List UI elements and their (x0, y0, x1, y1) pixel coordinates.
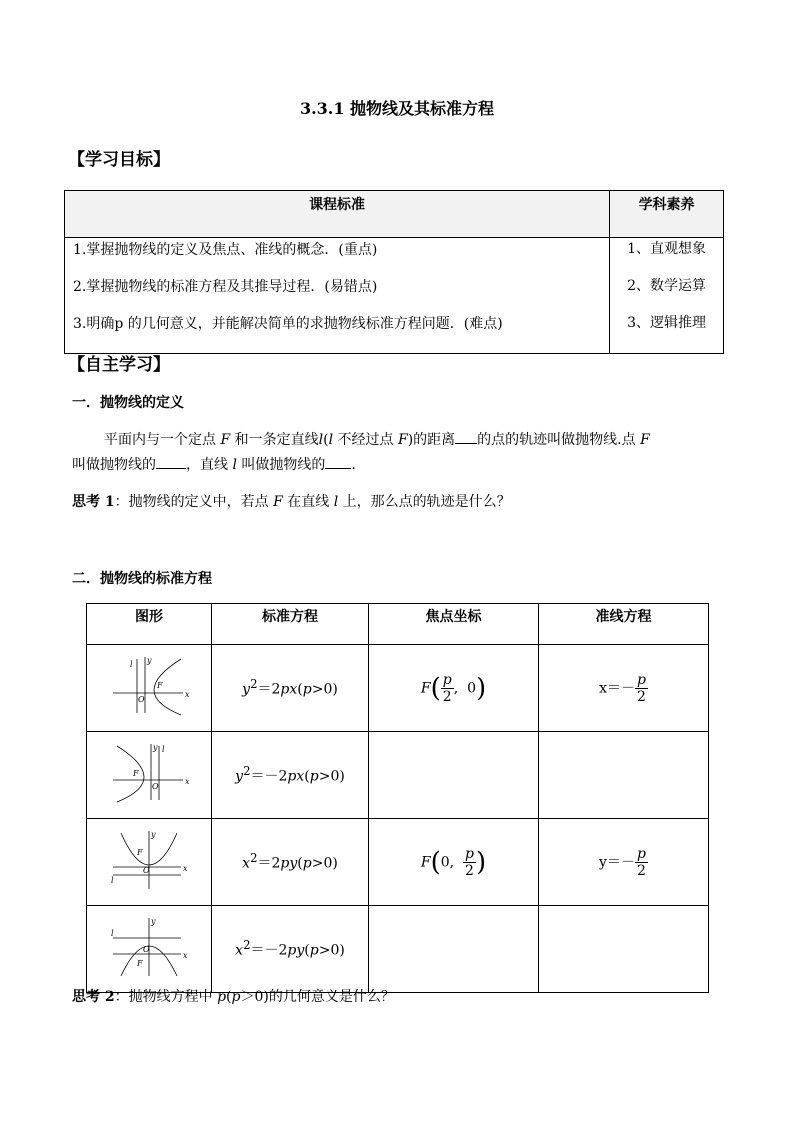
directrix-cell: y＝－ $\frac{p}{2}$ (539, 819, 709, 906)
header-graph: 图形 (87, 604, 212, 645)
svg-text:O: O (138, 695, 145, 704)
part2-heading: 二．抛物线的标准方程 (72, 571, 212, 587)
think-2: 思考 2：抛物线方程中 p(p＞0)的几何意义是什么？ (72, 989, 395, 1005)
blank-directrix[interactable] (325, 455, 351, 469)
objectives-cell (65, 238, 610, 354)
directrix-cell-empty[interactable] (539, 732, 709, 819)
focus-cell: F( $\frac{p}{2}$ , 0) (369, 645, 539, 732)
directrix-cell-empty[interactable] (539, 906, 709, 993)
svg-text:l: l (162, 745, 165, 754)
parabola-up-graph (109, 829, 189, 891)
think-1: 思考 1：抛物线的定义中，若点 F 在直线 l 上，那么点的轨迹是什么？ (72, 494, 511, 510)
svg-text:x: x (183, 864, 188, 873)
svg-text:y: y (147, 656, 152, 665)
table-row (87, 645, 709, 732)
svg-text:x: x (185, 690, 190, 699)
equation-cell: $x^2=2py(p>0)$ (212, 819, 369, 906)
literacy-item: 1、直观想象 (627, 241, 707, 257)
equation-cell: $y^2=-2px(p>0)$ (212, 732, 369, 819)
objective-item: 2.掌握抛物线的标准方程及其推导过程．(易错点) (73, 279, 378, 295)
directrix-cell: x＝－ $\frac{p}{2}$ (539, 645, 709, 732)
graph-cell (87, 645, 212, 732)
header-equation: 标准方程 (212, 604, 369, 645)
definition-line-2: 叫做抛物线的 ，直线 l 叫做抛物线的 . (72, 457, 356, 473)
table-row (87, 732, 709, 819)
goals-header-literacy: 学科素养 (610, 191, 724, 238)
svg-text:x: x (185, 777, 190, 786)
section-self-study: 【自主学习】 (68, 355, 170, 375)
blank-equal[interactable] (455, 430, 477, 444)
svg-text:y: y (151, 917, 156, 926)
parabola-left-graph (109, 742, 189, 804)
svg-text:y: y (151, 830, 156, 839)
focus-cell: F(0, $\frac{p}{2}$ ) (369, 819, 539, 906)
definition-line-1: 平面内与一个定点 F 和一条定直线l(l 不经过点 F)的距离 的点的轨迹叫做抛物线.点 F (104, 432, 650, 448)
objective-item: 1.掌握抛物线的定义及焦点、准线的概念．(重点) (73, 242, 378, 258)
svg-text:O: O (152, 782, 159, 791)
equation-cell: $x^2=-2py(p>0)$ (212, 906, 369, 993)
literacy-cell (610, 238, 724, 354)
graph-cell (87, 906, 212, 993)
goals-table (64, 190, 724, 354)
header-directrix: 准线方程 (539, 604, 709, 645)
focus-cell-empty[interactable] (369, 732, 539, 819)
goals-header-standard: 课程标准 (65, 191, 610, 238)
standard-equation-table (86, 603, 709, 993)
table-row (87, 819, 709, 906)
header-focus: 焦点坐标 (369, 604, 539, 645)
svg-text:F: F (133, 769, 139, 778)
section-learning-goals: 【学习目标】 (68, 150, 170, 170)
focus-cell-empty[interactable] (369, 906, 539, 993)
objective-item: 3.明确p 的几何意义，并能解决简单的求抛物线标准方程问题．(难点) (73, 316, 503, 332)
svg-text:x: x (183, 951, 188, 960)
svg-text:l: l (130, 660, 133, 669)
svg-text:F: F (137, 848, 143, 857)
graph-cell (87, 819, 212, 906)
svg-text:l: l (111, 876, 114, 885)
svg-text:O: O (143, 945, 150, 954)
page-title: 3.3.1 抛物线及其标准方程 (299, 99, 495, 118)
svg-text:F: F (157, 681, 163, 690)
parabola-right-graph (109, 655, 189, 717)
graph-cell (87, 732, 212, 819)
svg-text:O: O (143, 866, 150, 875)
svg-text:F: F (137, 959, 143, 968)
parabola-down-graph (109, 916, 189, 978)
svg-text:y: y (153, 743, 158, 752)
svg-text:l: l (111, 929, 114, 938)
table-row (87, 906, 709, 993)
literacy-item: 2、数学运算 (627, 278, 707, 294)
blank-focus[interactable] (156, 455, 186, 469)
literacy-item: 3、逻辑推理 (627, 315, 707, 331)
equation-cell: $y^2=2px(p>0)$ (212, 645, 369, 732)
part1-heading: 一．抛物线的定义 (72, 395, 184, 411)
